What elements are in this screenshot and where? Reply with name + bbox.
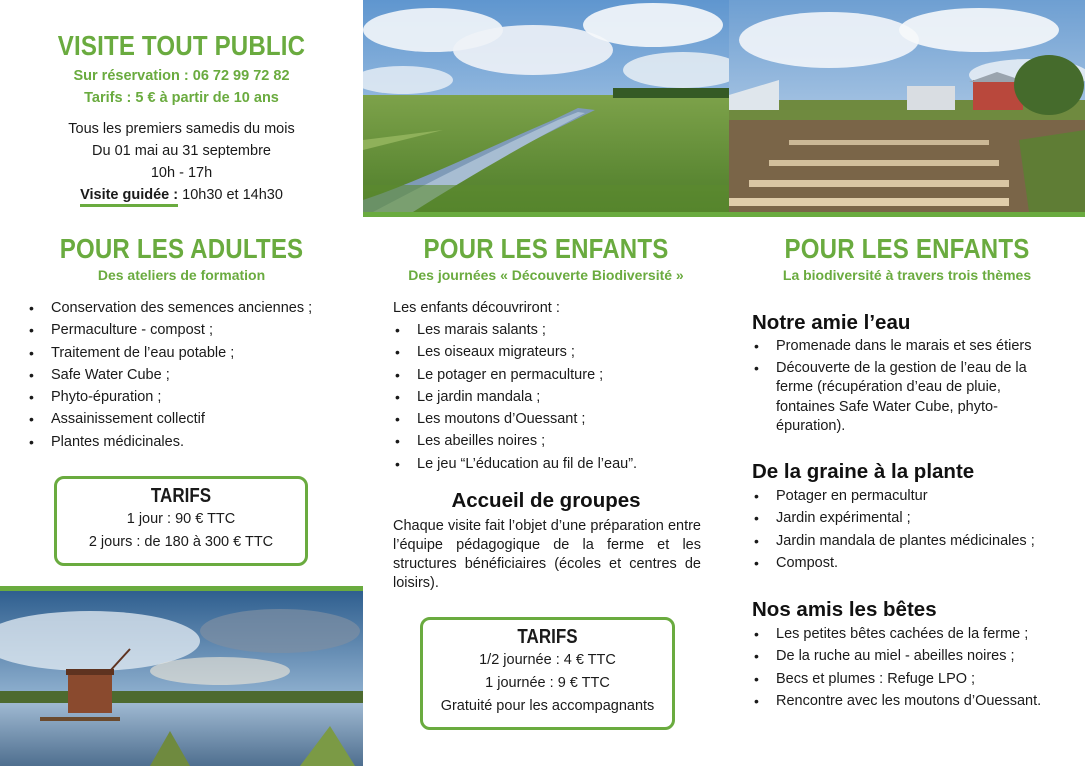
theme-eau xyxy=(752,311,1072,437)
groupes-title: Accueil de groupes xyxy=(451,489,641,512)
visite-reservation: Sur réservation : 06 72 99 72 82 xyxy=(73,68,290,84)
visite-line-3: 10h - 17h xyxy=(150,165,213,181)
enfants2-title: POUR LES ENFANTS xyxy=(784,233,1030,264)
adultes-tarifs-line-1: 1 jour : 90 € TTC xyxy=(126,511,236,527)
list-item: • Jardin expérimental ; xyxy=(752,507,1072,529)
visite-guided-label: Visite guidée : xyxy=(80,187,178,207)
list-item: • Le jeu “L’éducation au fil de l’eau”. xyxy=(393,453,713,475)
enfants1-title: POUR LES ENFANTS xyxy=(423,233,669,264)
top-photo-divider xyxy=(363,212,1085,217)
theme-graine-list xyxy=(752,485,1072,574)
list-item: • Compost. xyxy=(752,552,1072,574)
theme-graine xyxy=(752,460,1072,574)
visite-line-1: Tous les premiers samedis du mois xyxy=(68,121,295,137)
photo-garden xyxy=(729,0,1085,212)
adultes-subtitle: Des ateliers de formation xyxy=(97,267,266,283)
theme-betes xyxy=(752,598,1077,712)
adultes-tarifs-box xyxy=(54,476,308,566)
list-item: • Promenade dans le marais et ses étiers xyxy=(752,337,1072,357)
list-item: • Safe Water Cube ; xyxy=(27,364,357,386)
visite-line-2: Du 01 mai au 31 septembre xyxy=(92,143,271,159)
garden-image xyxy=(729,0,1085,212)
theme-eau-list xyxy=(752,337,1072,437)
list-item: • Le jardin mandala ; xyxy=(393,386,713,408)
photo-pond-hut xyxy=(0,591,363,766)
list-item: • Les abeilles noires ; xyxy=(393,430,713,452)
adultes-tarifs-title: TARIFS xyxy=(150,485,212,507)
list-item: • Permaculture - compost ; xyxy=(27,319,357,341)
list-item: • Découverte de la gestion de l’eau de la ferme (récupération d’eau de pluie, fontaines Safe Water Cube, phyto-épuration). xyxy=(752,359,1072,437)
theme-betes-title: Nos amis les bêtes xyxy=(752,598,937,621)
theme-eau-title: Notre amie l’eau xyxy=(752,311,911,334)
list-item: • Phyto-épuration ; xyxy=(27,386,357,408)
adultes-list xyxy=(27,297,357,453)
visite-guided-times: 10h30 et 14h30 xyxy=(182,187,283,203)
list-item: • Assainissement collectif xyxy=(27,408,357,430)
list-item: • Jardin mandala de plantes médicinales ; xyxy=(752,530,1072,552)
enfants1-tarifs-line-1: 1/2 journée : 4 € TTC xyxy=(479,652,616,668)
list-item: • Rencontre avec les moutons d’Ouessant. xyxy=(752,690,1077,712)
enfants1-tarifs-title: TARIFS xyxy=(517,626,578,648)
list-item: • Potager en permacultur xyxy=(752,485,1072,507)
enfants1-tarifs-line-3: Gratuité pour les accompagnants xyxy=(440,698,655,714)
enfants2-subtitle: La biodiversité à travers trois thèmes xyxy=(782,267,1032,283)
groupes-title-wrap xyxy=(363,489,729,513)
visite-guided xyxy=(0,184,363,206)
pond-hut-image xyxy=(0,591,363,766)
list-item: • Les marais salants ; xyxy=(393,319,713,341)
adultes-section xyxy=(0,225,363,450)
groupes-text: Chaque visite fait l’objet d’une préparation entre l’équipe pédagogique de la ferme et les structures bénéficiaires (écoles et centres de loisirs). xyxy=(393,518,701,591)
enfants1-section xyxy=(363,225,729,283)
list-item: • Conservation des semences anciennes ; xyxy=(27,297,357,319)
theme-graine-title: De la graine à la plante xyxy=(752,460,975,483)
visite-section xyxy=(0,0,363,215)
list-item: • Plantes médicinales. xyxy=(27,431,357,453)
marsh-canal-image xyxy=(363,0,729,212)
adultes-title: POUR LES ADULTES xyxy=(59,233,304,264)
adultes-tarifs-line-2: 2 jours : de 180 à 300 € TTC xyxy=(88,534,274,550)
photo-marsh-canal xyxy=(363,0,729,212)
enfants1-tarifs-box xyxy=(420,617,675,730)
list-item: • Les oiseaux migrateurs ; xyxy=(393,341,713,363)
visite-title: VISITE TOUT PUBLIC xyxy=(57,30,306,61)
enfants2-section xyxy=(729,225,1085,283)
list-item: • Les petites bêtes cachées de la ferme ; xyxy=(752,623,1077,645)
list-item: • Becs et plumes : Refuge LPO ; xyxy=(752,668,1077,690)
visite-details xyxy=(0,118,363,206)
list-item: • Traitement de l’eau potable ; xyxy=(27,342,357,364)
list-item: • De la ruche au miel - abeilles noires ; xyxy=(752,645,1077,667)
visite-tarifs: Tarifs : 5 € à partir de 10 ans xyxy=(84,90,279,106)
list-item: • Les moutons d’Ouessant ; xyxy=(393,408,713,430)
enfants1-subtitle: Des journées « Découverte Biodiversité » xyxy=(408,267,684,283)
enfants1-intro: Les enfants découvriront : xyxy=(393,300,560,316)
list-item: • Le potager en permaculture ; xyxy=(393,364,713,386)
enfants1-list xyxy=(393,319,713,475)
enfants1-tarifs-line-2: 1 journée : 9 € TTC xyxy=(485,675,610,691)
theme-betes-list xyxy=(752,623,1077,712)
